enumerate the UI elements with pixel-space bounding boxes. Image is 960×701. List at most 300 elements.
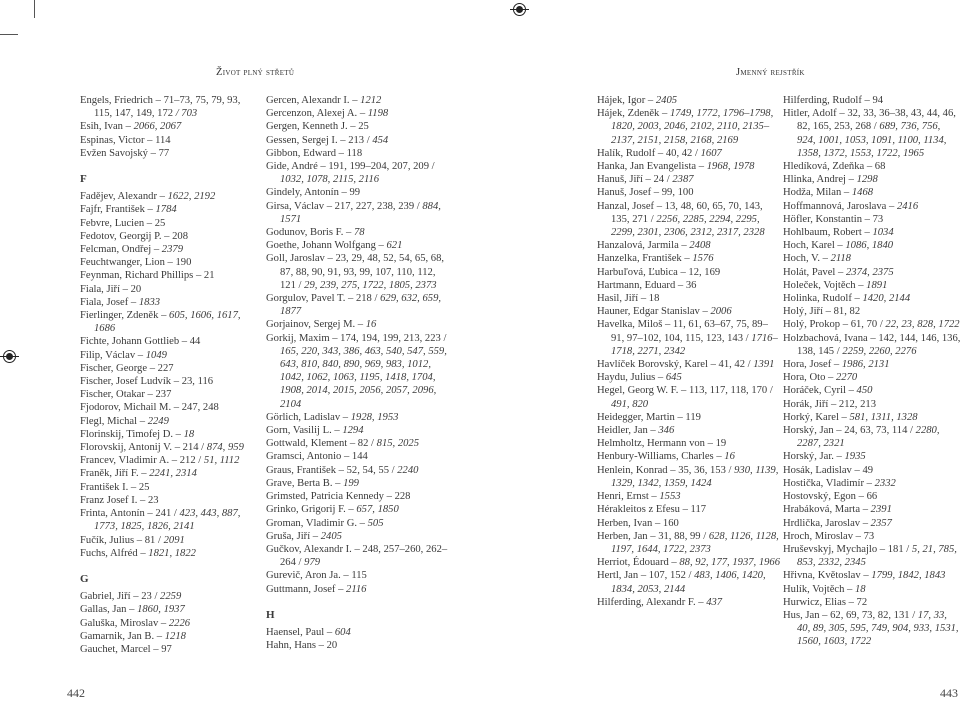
index-entry bbox=[783, 318, 960, 331]
index-entry bbox=[783, 384, 960, 397]
entry-pages: – 36 bbox=[675, 279, 697, 291]
index-entry bbox=[80, 217, 250, 230]
index-entry bbox=[597, 437, 780, 450]
index-entry bbox=[80, 362, 250, 375]
entry-pages: – bbox=[835, 266, 846, 278]
index-entry bbox=[266, 626, 448, 639]
index-entry bbox=[266, 530, 448, 543]
entry-name: Fučík, Julius bbox=[80, 534, 135, 546]
entry-pages: – bbox=[126, 604, 138, 616]
index-entry bbox=[783, 239, 960, 252]
entry-note-refs: 199 bbox=[343, 477, 359, 489]
entry-pages: – 119 bbox=[674, 411, 701, 423]
index-entry bbox=[80, 454, 250, 467]
entry-pages: – bbox=[332, 477, 344, 489]
index-entry bbox=[783, 186, 960, 199]
entry-note-refs: 1212 bbox=[360, 95, 382, 106]
entry-name: Hledíková, Zdeňka bbox=[783, 161, 865, 173]
index-entry bbox=[80, 256, 250, 269]
entry-name: Gauchet, Marcel bbox=[80, 643, 151, 655]
entry-pages: – 25 bbox=[128, 481, 150, 493]
index-entry bbox=[80, 269, 250, 282]
entry-pages: – bbox=[678, 240, 690, 252]
entry-name: Hanzalová, Jarmila bbox=[597, 240, 679, 252]
index-entry bbox=[597, 371, 780, 384]
entry-note-refs: 1553 bbox=[659, 491, 681, 503]
index-entry bbox=[266, 200, 448, 226]
index-entry bbox=[266, 226, 448, 239]
index-entry bbox=[783, 583, 960, 596]
entry-note-refs: 1968, 1978 bbox=[706, 161, 755, 173]
entry-name: Hostovský, Egon bbox=[783, 491, 856, 503]
entry-name: Holát, Pavel bbox=[783, 266, 836, 278]
entry-name: Grimsted, Patricia Kennedy bbox=[266, 491, 384, 503]
entry-pages: – 208 bbox=[161, 230, 189, 242]
entry-name: Gergen, Kenneth J. bbox=[266, 121, 348, 133]
index-entry bbox=[597, 94, 780, 107]
index-entry bbox=[80, 296, 250, 309]
entry-name: Henri, Ernst bbox=[597, 491, 649, 503]
entry-note-refs: 2270 bbox=[835, 372, 858, 384]
entry-note-refs: 2405 bbox=[655, 95, 678, 106]
entry-note-refs: 16 bbox=[724, 451, 735, 463]
entry-name: Horáček, Cyril bbox=[783, 385, 846, 397]
index-entry bbox=[597, 279, 780, 292]
entry-name: Hohlbaum, Robert bbox=[783, 227, 862, 239]
entry-name: Hrdlička, Jaroslav bbox=[783, 517, 861, 529]
entry-note-refs: 629, 632, 659, 1877 bbox=[280, 293, 442, 318]
entry-pages: – bbox=[324, 626, 335, 638]
entry-note-refs: 483, 1406, 1420, 1834, 2053, 2144 bbox=[611, 570, 766, 595]
entry-pages: – bbox=[851, 293, 863, 305]
entry-pages: – bbox=[357, 517, 368, 529]
entry-note-refs: 51, 1112 bbox=[203, 455, 240, 467]
entry-name: Fedotov, Georgij P. bbox=[80, 230, 162, 242]
entry-pages: – bbox=[860, 517, 871, 529]
entry-pages: – bbox=[156, 191, 168, 203]
entry-pages: – 237 bbox=[144, 389, 172, 401]
entry-name: Gorgulov, Pavel T. bbox=[266, 293, 346, 305]
index-entry bbox=[783, 398, 960, 411]
entry-note-refs: 2240 bbox=[397, 464, 419, 476]
index-letter-heading: F bbox=[80, 173, 87, 186]
index-entry bbox=[597, 200, 780, 240]
entry-pages: – 49 bbox=[851, 464, 874, 476]
entry-name: Hulík, Vojtěch bbox=[783, 583, 845, 595]
entry-pages: – 23, 116 bbox=[171, 376, 214, 388]
entry-note-refs: 604 bbox=[334, 626, 351, 638]
crop-mark bbox=[34, 0, 35, 18]
entry-name: Hahn, Hans bbox=[266, 640, 317, 652]
entry-name: Goll, Jaroslav bbox=[266, 253, 325, 265]
entry-pages: – bbox=[655, 372, 666, 384]
entry-note-refs: 689, 736, 756, 924, 1001, 1053, 1091, 1100, 1134, 1358, 1372, 1553, 1722, 1965 bbox=[797, 121, 947, 159]
entry-note-refs: 1891 bbox=[866, 279, 888, 291]
entry-note-refs: 1049 bbox=[145, 349, 167, 361]
index-entry bbox=[597, 411, 780, 424]
entry-pages: – 77 bbox=[147, 147, 170, 159]
entry-pages: – 23, 29, 48, 52, 54, 65, 68, 87, 88, 90, 91, 93, 99, 107, 110, 112, 121 / bbox=[280, 253, 445, 291]
entry-note-refs: 2416 bbox=[896, 200, 919, 212]
entry-pages: – bbox=[833, 451, 845, 463]
entry-name: Gurevič, Aron Ja. bbox=[266, 570, 341, 582]
entry-note-refs: 17, 33, 40, 89, 305, 595, 749, 904, 933, 1531, 1560, 1603, 1722 bbox=[797, 609, 959, 648]
index-entry bbox=[783, 569, 960, 582]
entry-name: Gercenzon, Alexej A. bbox=[266, 108, 358, 120]
entry-note-refs: 450 bbox=[856, 385, 873, 397]
index-entry bbox=[266, 569, 448, 582]
entry-name: Gruša, Jiří bbox=[266, 530, 311, 542]
index-entry bbox=[80, 375, 250, 388]
index-column-4 bbox=[783, 94, 960, 649]
index-entry bbox=[783, 609, 960, 649]
page-number-right: 443 bbox=[940, 686, 958, 700]
entry-pages: – 142, 144, 146, 136, 138, 145 / bbox=[797, 332, 960, 357]
entry-pages: – bbox=[340, 411, 351, 423]
index-entry bbox=[597, 292, 780, 305]
entry-name: Esih, Ivan bbox=[80, 121, 123, 133]
index-entry bbox=[80, 481, 250, 494]
entry-name: Hlinka, Andrej bbox=[783, 174, 846, 186]
entry-pages: – bbox=[122, 121, 134, 133]
entry-note-refs: 605, 1606, 1617, 1686 bbox=[94, 310, 241, 335]
entry-pages: – 18 bbox=[638, 293, 660, 305]
index-entry bbox=[783, 543, 960, 569]
entry-name: Franz Josef I. bbox=[80, 494, 138, 506]
entry-pages: – bbox=[647, 425, 659, 437]
entry-name: Helmholtz, Hermann von bbox=[597, 438, 705, 450]
index-entry bbox=[783, 530, 960, 543]
entry-pages: – bbox=[375, 240, 387, 252]
entry-name: Hruševskyj, Mychajlo bbox=[783, 543, 878, 555]
entry-note-refs: 2405 bbox=[320, 530, 342, 542]
entry-name: Holzbachová, Ivana bbox=[783, 332, 868, 344]
entry-pages: – 23 / bbox=[130, 591, 161, 603]
entry-note-refs: 874, 959 bbox=[206, 442, 244, 454]
index-entry bbox=[597, 569, 780, 595]
entry-note-refs: 1799, 1842, 1843 bbox=[871, 570, 946, 582]
entry-note-refs: 78 bbox=[353, 227, 365, 239]
index-entry bbox=[80, 590, 250, 603]
entry-pages: – bbox=[831, 359, 842, 371]
entry-name: Hostička, Vladimír bbox=[783, 477, 865, 489]
entry-name: Fjodorov, Michail M. bbox=[80, 402, 172, 414]
entry-note-refs: 2256, 2285, 2294, 2295, 2299, 2301, 2306, 2312, 2317, 2328 bbox=[611, 213, 765, 239]
index-entry bbox=[80, 415, 250, 428]
entry-pages: – bbox=[173, 428, 184, 440]
entry-note-refs: 29, 239, 275, 1722, 1805, 2373 bbox=[304, 279, 437, 291]
entry-pages: – 115 bbox=[340, 570, 367, 582]
entry-name: Gabriel, Jiří bbox=[80, 591, 131, 603]
entry-name: Girsa, Václav bbox=[266, 200, 325, 212]
entry-pages: – bbox=[138, 468, 150, 480]
entry-name: Gide, André bbox=[266, 161, 318, 173]
entry-name: Haensel, Paul bbox=[266, 626, 325, 638]
entry-pages: – bbox=[151, 244, 162, 256]
entry-name: Hoch, Karel bbox=[783, 240, 835, 252]
entry-name: Havlíček Borovský, Karel bbox=[597, 359, 708, 371]
entry-note-refs: 1576 bbox=[692, 253, 714, 265]
index-entry bbox=[80, 243, 250, 256]
entry-pages: – 24, 63, 73, 114 / bbox=[833, 425, 916, 437]
entry-note-refs: 1928, 1953 bbox=[350, 411, 399, 423]
entry-pages: – 241 / bbox=[144, 508, 180, 520]
entry-pages: – bbox=[699, 306, 711, 318]
entry-name: Felcman, Ondřej bbox=[80, 244, 152, 256]
index-entry bbox=[80, 428, 250, 441]
entry-name: Hoffmannová, Jaroslava bbox=[783, 200, 887, 212]
entry-name: Holeček, Vojtěch bbox=[783, 279, 856, 291]
entry-note-refs: 18 bbox=[855, 583, 866, 595]
index-entry bbox=[80, 388, 250, 401]
index-entry bbox=[783, 371, 960, 384]
entry-note-refs: 16 bbox=[365, 319, 377, 331]
entry-pages: – 97 bbox=[150, 643, 172, 655]
entry-name: Hanuš, Jiří bbox=[597, 174, 643, 186]
index-entry bbox=[266, 450, 448, 463]
index-entry bbox=[266, 160, 448, 186]
entry-pages: – 212, 213 bbox=[828, 398, 876, 410]
entry-note-refs: 581, 1311, 1328 bbox=[849, 411, 918, 423]
index-entry bbox=[266, 94, 448, 107]
entry-name: Henlein, Konrad bbox=[597, 464, 668, 476]
entry-note-refs: 1032, 1078, 2115, 2116 bbox=[280, 174, 380, 186]
index-entry bbox=[783, 107, 960, 160]
entry-pages: – bbox=[886, 200, 897, 212]
entry-note-refs: 1198 bbox=[367, 108, 389, 120]
index-entry bbox=[266, 477, 448, 490]
registration-mark-icon bbox=[513, 3, 526, 16]
index-entry bbox=[266, 120, 448, 133]
running-head-right: Jmenný rejstřík bbox=[736, 67, 805, 78]
index-entry bbox=[266, 490, 448, 503]
index-entry bbox=[783, 450, 960, 463]
index-column-2 bbox=[266, 94, 448, 652]
entry-pages: – bbox=[696, 161, 707, 173]
entry-note-refs: 454 bbox=[372, 134, 389, 146]
entry-pages: – 113, 117, 118, 170 / bbox=[678, 385, 773, 397]
entry-note-refs: 346 bbox=[658, 425, 675, 437]
index-entry bbox=[80, 190, 250, 203]
entry-pages: – bbox=[648, 491, 660, 503]
entry-pages: – 73 bbox=[862, 213, 884, 225]
index-entry bbox=[783, 266, 960, 279]
entry-name: Harbuľová, Ľubica bbox=[597, 266, 678, 278]
index-entry bbox=[783, 213, 960, 226]
index-entry bbox=[597, 160, 780, 173]
entry-name: Hájek, Igor bbox=[597, 95, 646, 106]
entry-pages: – 214 / bbox=[172, 442, 207, 454]
entry-name: Hertl, Jan bbox=[597, 570, 639, 582]
index-entry bbox=[266, 252, 448, 292]
index-entry bbox=[783, 464, 960, 477]
index-entry bbox=[80, 467, 250, 480]
entry-pages: – 174, 194, 199, 213, 223 / bbox=[329, 332, 447, 344]
entry-name: Hroch, Miroslav bbox=[783, 530, 854, 542]
entry-name: Hanka, Jan Evangelista bbox=[597, 161, 697, 173]
entry-name: Hilferding, Alexandr F. bbox=[597, 596, 696, 608]
entry-pages: – 13, 48, 60, 65, 70, 143, 135, 271 / bbox=[611, 200, 763, 225]
index-entry bbox=[597, 530, 780, 556]
index-entry bbox=[597, 266, 780, 279]
entry-name: Haydu, Julius bbox=[597, 372, 656, 384]
page-number-left: 442 bbox=[67, 686, 85, 700]
entry-name: Guttmann, Josef bbox=[266, 583, 336, 595]
entry-pages: – 12, 169 bbox=[677, 266, 721, 278]
entry-pages: – bbox=[144, 204, 156, 216]
entry-pages: – 19 bbox=[704, 438, 727, 450]
entry-pages: – 144 bbox=[341, 451, 368, 463]
index-entry bbox=[80, 494, 250, 507]
entry-pages: – 52, 54, 55 / bbox=[336, 464, 398, 476]
index-entry bbox=[266, 107, 448, 120]
entry-name: Hora, Josef bbox=[783, 359, 832, 371]
index-entry bbox=[597, 147, 780, 160]
entry-pages: – 117 bbox=[679, 504, 707, 516]
entry-pages: – bbox=[841, 187, 852, 199]
entry-pages: – 44 bbox=[179, 336, 201, 348]
index-entry bbox=[266, 464, 448, 477]
entry-pages: – bbox=[681, 253, 693, 265]
entry-name: Evžen Savojský bbox=[80, 147, 148, 159]
entry-note-refs: 657, 1850 bbox=[356, 504, 399, 516]
entry-pages: – bbox=[659, 108, 670, 120]
entry-note-refs: 2259, 2260, 2276 bbox=[842, 345, 917, 357]
index-entry bbox=[597, 305, 780, 318]
index-entry bbox=[266, 437, 448, 450]
index-entry bbox=[597, 358, 780, 371]
entry-note-refs: 22, 23, 828, 1722 bbox=[885, 319, 960, 331]
index-entry bbox=[266, 186, 448, 199]
entry-pages: – 227 bbox=[147, 362, 174, 374]
entry-note-refs: 2006 bbox=[710, 306, 732, 318]
entry-name: Gorkij, Maxim bbox=[266, 332, 330, 344]
index-entry bbox=[266, 583, 448, 596]
entry-note-refs: 165, 220, 343, 386, 463, 540, 547, 559, 643, 810, 840, 890, 969, 983, 1012, 1042, 1062, 1063, 1195, 1418, 1704, 1908, 2014, 2015, 2056, 2057, 2096, 2104 bbox=[280, 345, 447, 410]
index-entry bbox=[597, 424, 780, 437]
entry-pages: – bbox=[668, 557, 680, 569]
entry-name: Halík, Rudolf bbox=[597, 147, 656, 159]
entry-name: Görlich, Ladislav bbox=[266, 411, 341, 423]
entry-note-refs: 88, 92, 177, 1937, 1966 bbox=[679, 557, 781, 569]
entry-note-refs: 1821, 1822 bbox=[148, 547, 196, 559]
index-entry bbox=[783, 200, 960, 213]
index-entry bbox=[783, 424, 960, 450]
index-entry bbox=[597, 556, 780, 569]
entry-pages: – 217, 227, 238, 239 / bbox=[324, 200, 423, 212]
index-entry bbox=[80, 401, 250, 414]
entry-name: Hilferding, Rudolf bbox=[783, 95, 862, 106]
index-entry bbox=[266, 147, 448, 160]
entry-name: Horský, Jan bbox=[783, 425, 834, 437]
entry-name: Höfler, Konstantin bbox=[783, 213, 863, 225]
entry-pages: – 41, 42 / bbox=[707, 359, 754, 371]
registration-mark-icon bbox=[3, 350, 16, 363]
index-entry bbox=[597, 517, 780, 530]
entry-name: Galuška, Miroslav bbox=[80, 617, 159, 629]
entry-pages: – bbox=[864, 477, 875, 489]
entry-note-refs: 1935 bbox=[844, 451, 866, 463]
entry-note-refs: 1784 bbox=[155, 204, 177, 216]
index-entry bbox=[80, 147, 250, 160]
entry-note-refs: 1294 bbox=[342, 425, 364, 437]
entry-name: František I. bbox=[80, 481, 129, 493]
index-entry bbox=[266, 332, 448, 411]
entry-name: Fischer, Josef Ludvík bbox=[80, 376, 172, 388]
entry-pages: – 71–73, 75, 79, 93, 115, 147, 149, 172 bbox=[94, 95, 241, 120]
index-entry bbox=[80, 94, 250, 120]
entry-pages: – 191, 199–204, 207, 209 / bbox=[317, 161, 435, 173]
entry-note-refs: 1860, 1937 bbox=[137, 604, 185, 616]
entry-name: Febvre, Lucien bbox=[80, 217, 145, 229]
index-entry bbox=[783, 252, 960, 265]
entry-name: Fiala, Jiří bbox=[80, 283, 121, 295]
entry-note-refs: 2387 bbox=[672, 174, 694, 186]
index-entry bbox=[266, 424, 448, 437]
entry-pages: – 82 / bbox=[347, 438, 377, 450]
index-entry bbox=[597, 186, 780, 199]
entry-name: Gramsci, Antonio bbox=[266, 451, 342, 463]
entry-note-refs: 1034 bbox=[872, 227, 894, 239]
entry-name: Hanzal, Josef bbox=[597, 200, 655, 212]
entry-name: Fuchs, Alfréd bbox=[80, 547, 138, 559]
entry-pages: – 247, 248 bbox=[171, 402, 219, 414]
entry-name: Holý, Prokop bbox=[783, 319, 841, 331]
entry-pages: – 21 bbox=[193, 270, 215, 282]
entry-name: Flegl, Michal bbox=[80, 415, 138, 427]
index-entry bbox=[80, 603, 250, 616]
index-entry bbox=[783, 226, 960, 239]
entry-note-refs: 2226 bbox=[168, 617, 191, 629]
entry-pages: – bbox=[713, 451, 725, 463]
entry-note-refs: 2066, 2067 bbox=[133, 121, 182, 133]
entry-name: Heidler, Jan bbox=[597, 425, 648, 437]
index-entry bbox=[597, 318, 780, 358]
entry-note-refs: 2118 bbox=[830, 253, 851, 265]
entry-note-refs: 2259 bbox=[160, 591, 182, 603]
entry-name: Fajfr, František bbox=[80, 204, 145, 216]
entry-note-refs: 2241, 2314 bbox=[149, 468, 197, 480]
entry-name: Goethe, Johann Wolfgang bbox=[266, 240, 376, 252]
index-entry bbox=[783, 173, 960, 186]
index-entry bbox=[597, 503, 780, 516]
entry-note-refs: 18 bbox=[183, 428, 195, 440]
index-entry bbox=[597, 384, 780, 410]
entry-pages: – bbox=[154, 630, 165, 642]
entry-pages: – bbox=[645, 95, 656, 106]
entry-note-refs: 491, 820 bbox=[611, 398, 649, 410]
index-entry bbox=[80, 120, 250, 133]
entry-name: Florinskij, Timofej D. bbox=[80, 428, 174, 440]
entry-note-refs: / 703 bbox=[173, 108, 198, 120]
entry-name: Holý, Jiří bbox=[783, 306, 824, 318]
entry-pages: – bbox=[137, 547, 149, 559]
entry-pages: – bbox=[860, 504, 871, 516]
entry-pages: – bbox=[137, 415, 148, 427]
index-entry bbox=[80, 534, 250, 547]
entry-name: Hasil, Jiří bbox=[597, 293, 639, 305]
entry-note-refs: 1607 bbox=[700, 147, 722, 159]
entry-name: Graus, František bbox=[266, 464, 337, 476]
entry-note-refs: 2249 bbox=[147, 415, 169, 427]
entry-pages: – bbox=[834, 240, 846, 252]
index-entry bbox=[597, 490, 780, 503]
entry-note-refs: 2332 bbox=[874, 477, 896, 489]
entry-note-refs: 645 bbox=[665, 372, 682, 384]
entry-name: Gorn, Vasilij L. bbox=[266, 425, 332, 437]
entry-pages: – 20 bbox=[316, 640, 338, 652]
entry-name: Gallas, Jan bbox=[80, 604, 127, 616]
